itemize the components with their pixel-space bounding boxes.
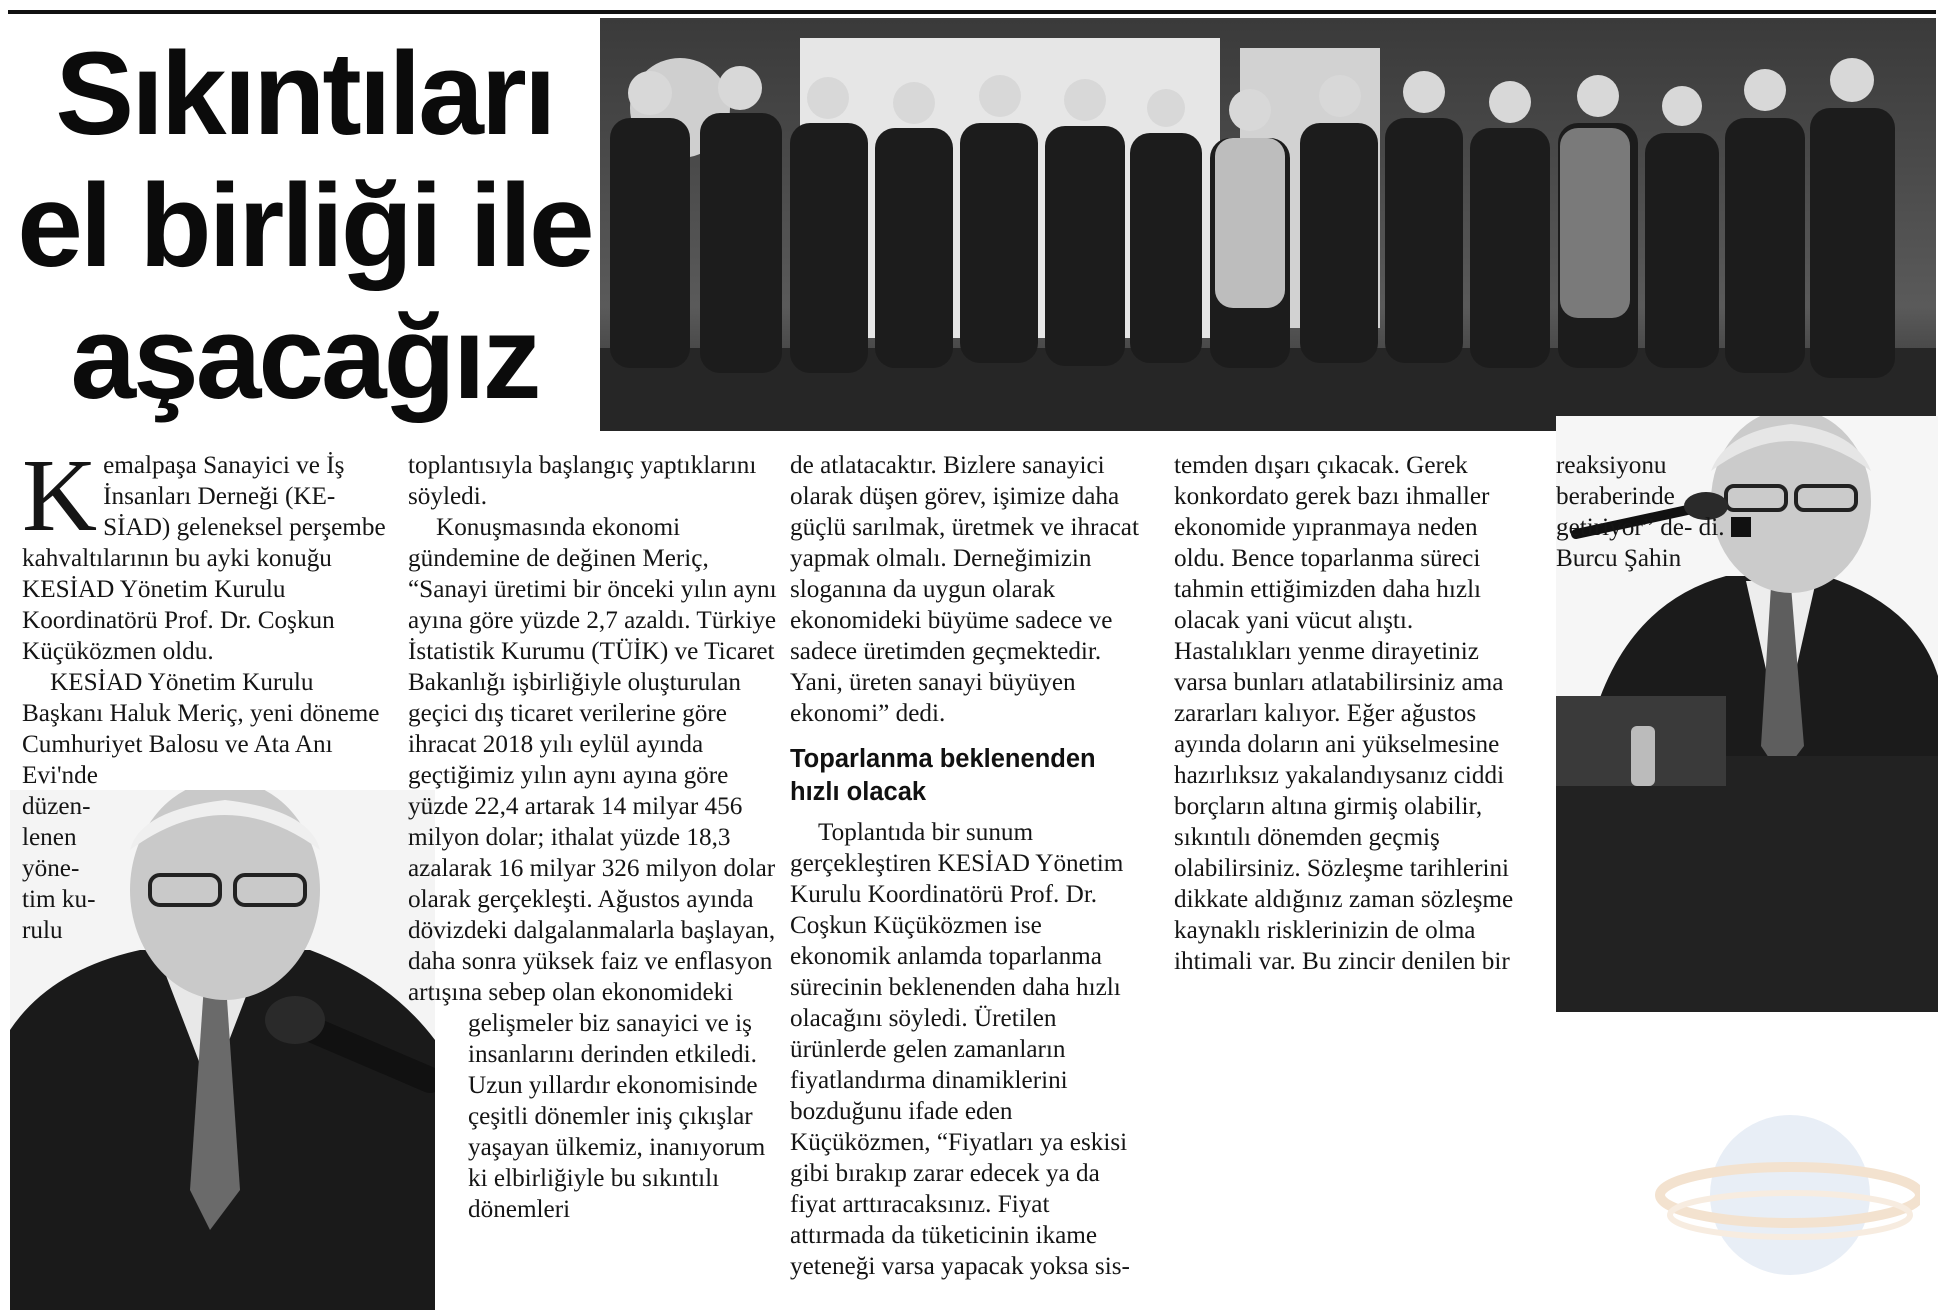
article-paragraph: Toplantıda bir sunum gerçekleştiren KESİAD Yönetim Kurulu Koordinatörü Prof. Dr. Coşkun Küçüközmen ise ekonomik anlamda toparlanma sürecinin beklenenden daha hızlı olacağını söyledi. Üretilen ürünlerde gelen zamanların fiyatlandırma dinamiklerini bozduğunu ifade eden Küçüközmen, “Fiyatları ya eskisi gibi bırakıp zarar edecek ya da fiyat arttıracaksınız. Fiyat attırmada da tüketicinin ikame yeteneği varsa yapacak yoksa sis-	[790, 819, 1130, 1280]
text-line: düzen-	[22, 793, 91, 820]
article-column-2	[408, 450, 778, 1225]
headline	[12, 28, 597, 424]
article-paragraph: reaksiyonu beraberinde getiriyor” de- di. Burcu Şahin	[1556, 450, 1766, 574]
article-paragraph: temden dışarı çıkacak. Gerek konkordato gerek bazı ihmaller ekonomide yıpranmaya neden oldu. Bence toparlanma süreci tahmin ettiğimizden daha hızlı olacak yani vücut alıştı. Hastalıkları yenme dirayetiniz varsa bunları atlatabilirsiniz ama zararları kalıyor. Eğer ağustos ayında doların ani yükselmesine hazırlıksız yakalandıysanız ciddi borçların altına girmiş olabilir, sıkıntılı dönemden geçmiş olabilirsiniz. Sözleşme tarihlerini dikkate aldığınız zaman sözleşme kaynaklı risklerinizin de olma ihtimali var. Bu zincir denilen bir	[1174, 452, 1514, 975]
article-column-3	[790, 450, 1142, 1282]
headline-line-1: Sıkıntıları	[55, 28, 554, 160]
narrow-text-wrap	[22, 760, 392, 946]
group-photo	[600, 18, 1936, 431]
article-paragraph: Konuşmasında ekonomi gündemine de değinen Meriç, “Sanayi üretimi bir önceki yılın aynı ayına göre yüzde 2,7 azaldı. Türkiye İstatistik Kurumu (TÜİK) ve Ticaret Bakanlığı işbirliğiyle oluşturulan geçici dış ticaret verilerine göre ihracat 2018 yılı eylül ayında geçtiğimiz yılın aynı ayına göre yüzde 22,4 artarak 14 milyar 456 milyon dolar; ithalat yüzde 18,3 azalarak 16 milyar 326 milyon dolar olarak gerçekleşti. Ağustos ayında dövizdeki dalgalanmalarla başlayan, daha sonra yüksek faiz ve enflasyon artışına sebep olan ekonomideki	[408, 514, 777, 1006]
subheading: Toparlanma beklenenden hızlı olacak	[790, 745, 1096, 806]
text-line: tim ku-	[22, 886, 96, 913]
article-paragraph: de atlatacaktır. Bizlere sanayici olarak düşen görev, işimize daha güçlü sarılmak, üretmek ve ihracat yapmak olmalı. Derneğimizin sloganına da uygun olarak ekonomideki büyüme sadece ve sadece üretimden geçmektedir. Yani, üreten sanayi büyüyen ekonomi” dedi.	[790, 452, 1139, 727]
byline-square-icon	[1731, 517, 1751, 537]
byline: Burcu Şahin	[1556, 545, 1682, 572]
drop-cap: K	[22, 438, 98, 553]
article-column-1	[22, 438, 392, 946]
article-column-4	[1174, 450, 1524, 977]
headline-line-2: el birliği ile	[17, 160, 592, 292]
headline-line-3: aşacağız	[70, 292, 539, 424]
article-paragraph: gelişmeler biz sanayici ve iş insanlarını derinden etkiledi. Uzun yıllardır ekonomisinde çeşitli dönemler iniş çıkışlar yaşayan ülkemiz, inanıyorum ki elbirliğiyle bu sıkıntılı dönemleri	[468, 1010, 766, 1223]
text-line: lenen	[22, 824, 77, 851]
text-line: rulu	[22, 917, 63, 944]
text-line: Evi'nde	[22, 762, 98, 789]
top-rule	[8, 10, 1936, 14]
watermark-planet-icon	[1650, 1085, 1920, 1285]
text-line: yöne-	[22, 855, 80, 882]
article-paragraph: KESİAD Yönetim Kurulu Başkanı Haluk Meriç, yeni döneme Cumhuriyet Balosu ve Ata Anı	[22, 669, 380, 758]
article-paragraph: Kemalpaşa Sanayici ve İş İnsanları Derneği (KE-SİAD) geleneksel perşembe kahvaltılarının bu ayki konuğu KESİAD Yönetim Kurulu Koordinatörü Prof. Dr. Coşkun Küçüközmen oldu.	[22, 438, 386, 665]
group-photo-image	[600, 18, 1936, 431]
article-column-5	[1556, 450, 1766, 574]
article-paragraph: toplantısıyla başlangıç yaptıklarını söyledi.	[408, 452, 757, 510]
